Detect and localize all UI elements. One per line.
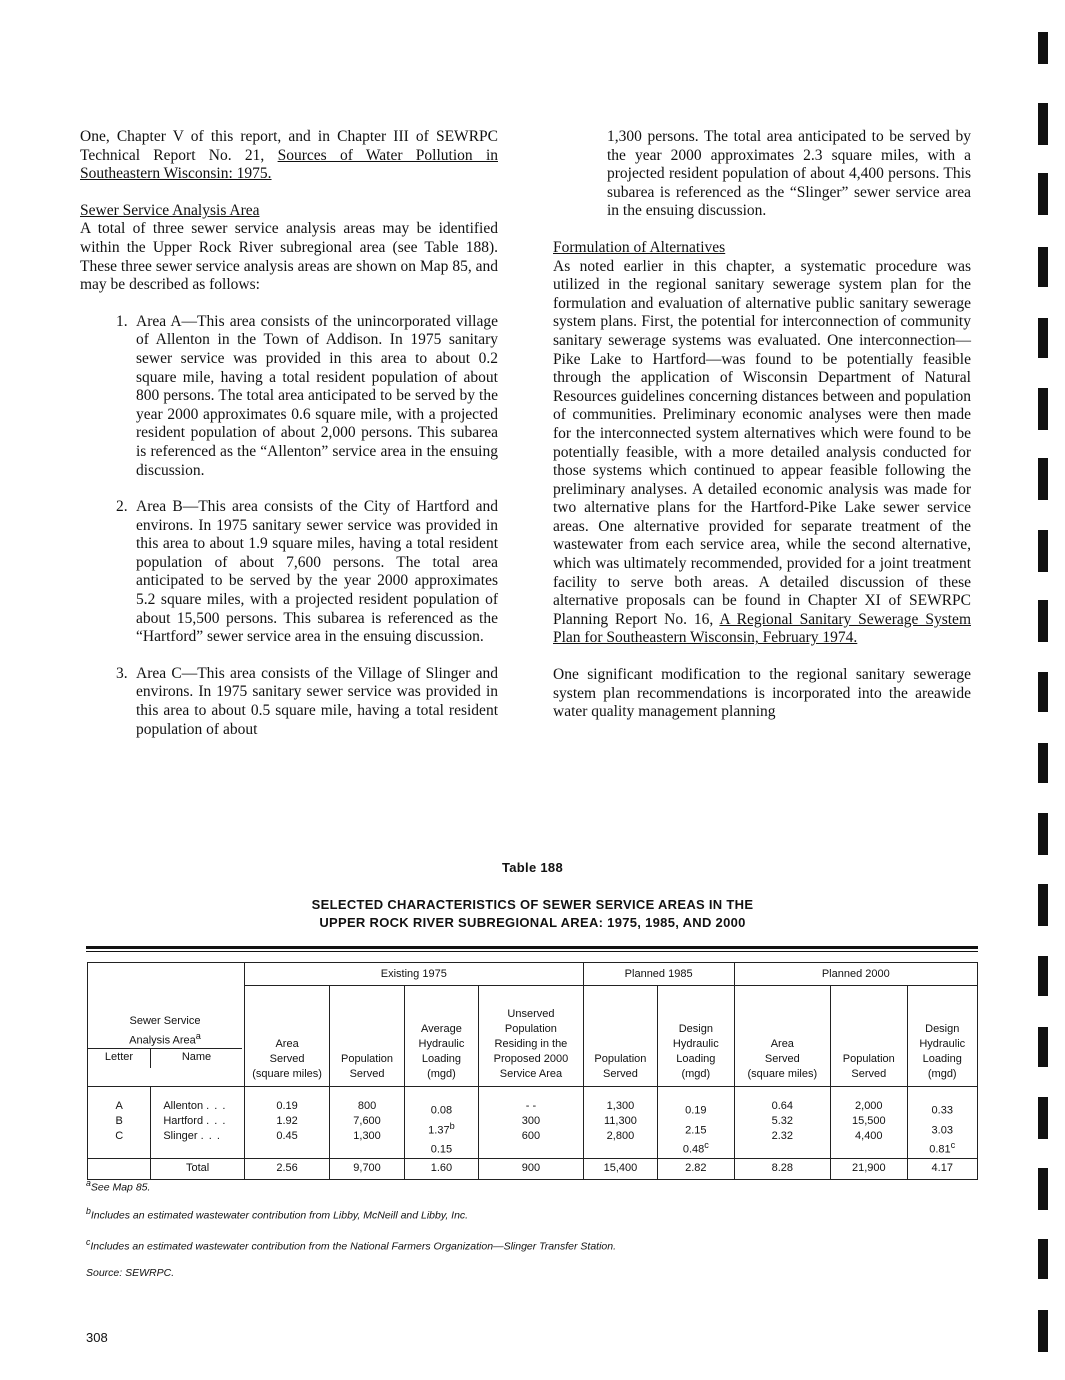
plan-title-link: A Regional Sanitary Sewerage System Plan for Southeastern Wisconsin, February 1974. [553, 610, 971, 647]
total-letter-cell [88, 1158, 151, 1179]
existing-population-values: 800 7,600 1,300 [330, 1087, 404, 1159]
footnote-a: $^a$See Map 85. [86, 1178, 151, 1194]
sewer-service-table [87, 962, 978, 1180]
right-paragraph-1: 1,300 persons. The total area anticipated to be served by the year 2000 approximates 2.3 square miles, with a projected resident population of about 4,400 persons. This subarea is referenced as the “Slinger” sewer service area in the ensuing discussion. [607, 128, 971, 220]
table-rule-thick [86, 946, 978, 949]
page-number: 308 [86, 1330, 108, 1345]
total-existing-area: 2.56 [244, 1158, 329, 1179]
letter-header: Letter [104, 1051, 134, 1063]
total-unserved: 900 [479, 1158, 584, 1179]
total-p00-area: 8.28 [734, 1158, 831, 1179]
report-title-link: Sources of Water Pollution in Southeastern Wisconsin: 1975. [80, 146, 498, 183]
area-header-line-2: Analysis Area$^a$ [129, 1031, 201, 1047]
list-item-text: Area B—This area consists of the City of Hartford and environs. In 1975 sanitary sewer service was provided in this area to about 1.9 square miles, having a total resident population of about 7,600 persons. The total area anticipated to be served by the year 2000 approximates 5.2 square miles, with a projected resident population of about 15,500 persons. This subarea is referenced as the “Hartford” sewer service area in the ensuing discussion. [136, 498, 498, 646]
col-2000-area: Area Served (square miles) [734, 986, 831, 1087]
table-group-header-row [88, 963, 978, 986]
table-label: Table 188 [502, 860, 563, 875]
total-p00-population: 21,900 [831, 1158, 907, 1179]
list-item-text: Area C—This area consists of the Village of Slinger and environs. In 1975 sanitary sewer service was provided in this area to about 0.5 square mile, having a total resident population of about [136, 664, 498, 738]
right-column [553, 128, 971, 722]
table-total-row [88, 1158, 978, 1179]
total-p00-flow: 4.17 [907, 1158, 978, 1179]
area-subheader-rule [88, 1048, 242, 1049]
col-unserved-population: Unserved Population Residing in the Proposed 2000 Service Area [479, 986, 584, 1087]
unserved-values: - - 300 600 [479, 1087, 584, 1159]
area-header-text [88, 1014, 242, 1049]
table-title-line-2: UPPER ROCK RIVER SUBREGIONAL AREA: 1975, 1985, AND 2000 [319, 915, 746, 930]
list-item [80, 665, 498, 739]
list-number: 1. [116, 312, 128, 330]
col-1985-flow: Design Hydraulic Loading (mgd) [658, 986, 734, 1087]
table-source: Source: SEWRPC. [86, 1267, 175, 1279]
left-paragraph-1 [80, 128, 498, 184]
col-existing-population: Population Served [330, 986, 404, 1087]
right-paragraph-3: One significant modification to the regional sanitary sewerage system plan recommendations is incorporated into the areawide water quality management planning [553, 666, 971, 721]
list-item-text: Area A—This area consists of the unincorporated village of Allenton in the Town of Addison. In 1975 sanitary sewer service was provided in this area to about 0.2 square mile, having a total resident population of about 800 persons. The total area anticipated to be served by the year 2000 approximates 0.6 square mile, with a projected resident population of about 2,000 persons. This subarea is referenced as the “Allenton” service area in the ensuing discussion. [136, 312, 498, 479]
table-data-rows [88, 1087, 978, 1159]
footnote-c: $^c$Includes an estimated wastewater contribution from the National Farmers Organization—Slinger Transfer Station. [86, 1237, 617, 1253]
total-existing-flow: 1.60 [404, 1158, 478, 1179]
names-cell: Allenton . . . Hartford . . . Slinger . . . [151, 1087, 245, 1159]
group-planned-1985: Planned 1985 [583, 963, 734, 986]
col-existing-flow: Average Hydraulic Loading (mgd) [404, 986, 478, 1087]
section-heading-sewer-service: Sewer Service Analysis Area [80, 201, 260, 219]
left-paragraph-2: A total of three sewer service analysis areas may be identified within the Upper Rock River subregional area (see Table 188). These three sewer service analysis areas are shown on Map 85, and may be described as follows: [80, 220, 498, 294]
right-paragraph-2 [553, 258, 971, 648]
existing-area-values: 0.19 1.92 0.45 [244, 1087, 329, 1159]
section-heading-formulation: Formulation of Alternatives [553, 238, 726, 256]
col-1985-population: Population Served [583, 986, 657, 1087]
col-existing-area: Area Served (square miles) [244, 986, 329, 1087]
area-header-line-1: Sewer Service [129, 1015, 201, 1027]
col-2000-flow: Design Hydraulic Loading (mgd) [907, 986, 978, 1087]
left-column [80, 128, 498, 757]
list-number: 3. [116, 664, 128, 682]
existing-flow-values: 0.08 1.37$^b$ 0.15 [404, 1087, 478, 1159]
area-list [80, 313, 498, 739]
right-paragraph-2-text: As noted earlier in this chapter, a systematic procedure was utilized in the regional sanitary sewerage system plan for the formulation and evaluation of alternative public sanitary sewerage system plans. First, the potential for interconnection of community sanitary sewerage systems was evaluated. One interconnection—Pike Lake to Hartford—was found to be potentially feasible through the application of Wisconsin Department of Natural Resources guidelines concerning distances between and population of communities. Preliminary economic analyses were then made for the interconnected system alternatives which were found to be potentially feasible, with a more detailed analysis conducted for those systems which continued to appear feasible following the preliminary analyses. A detailed economic analysis was made for two alternative plans for the Hartford-Pike Lake sewer service areas. One alternative provided for separate treatment of the wastewater from each service area, while the second alternative, which was ultimately recommended, provided for a joint treatment facility to serve both areas. A detailed discussion of these alternative proposals can be found in Chapter XI of SEWRPC Planning Report No. 16, [553, 257, 971, 628]
group-planned-2000: Planned 2000 [734, 963, 977, 986]
col-2000-population: Population Served [831, 986, 907, 1087]
table-title-line-1: SELECTED CHARACTERISTICS OF SEWER SERVICE AREAS IN THE [311, 897, 754, 912]
footnote-b: $^b$Includes an estimated wastewater contribution from Libby, McNeill and Libby, Inc. [86, 1206, 469, 1222]
p00-area-values: 0.64 5.32 2.32 [734, 1087, 831, 1159]
left-paragraph-1-text: One, Chapter V of this report, and in Chapter III of SEWRPC Technical Report No. 21, [80, 128, 498, 164]
p00-population-values: 2,000 15,500 4,400 [831, 1087, 907, 1159]
p00-flow-values: 0.33 3.03 0.81$^c$ [907, 1087, 978, 1159]
list-item [80, 498, 498, 647]
total-label: Total [151, 1158, 245, 1179]
p85-population-values: 1,300 11,300 2,800 [583, 1087, 657, 1159]
total-existing-population: 9,700 [330, 1158, 404, 1179]
list-number: 2. [116, 498, 128, 516]
table-rule-thin [86, 951, 978, 952]
total-p85-flow: 2.82 [658, 1158, 734, 1179]
list-item [80, 313, 498, 480]
name-header: Name [181, 1051, 212, 1063]
p85-flow-values: 0.19 2.15 0.48$^c$ [658, 1087, 734, 1159]
letters-cell: A B C [88, 1087, 151, 1159]
total-p85-population: 15,400 [583, 1158, 657, 1179]
group-existing-1975: Existing 1975 [244, 963, 583, 986]
